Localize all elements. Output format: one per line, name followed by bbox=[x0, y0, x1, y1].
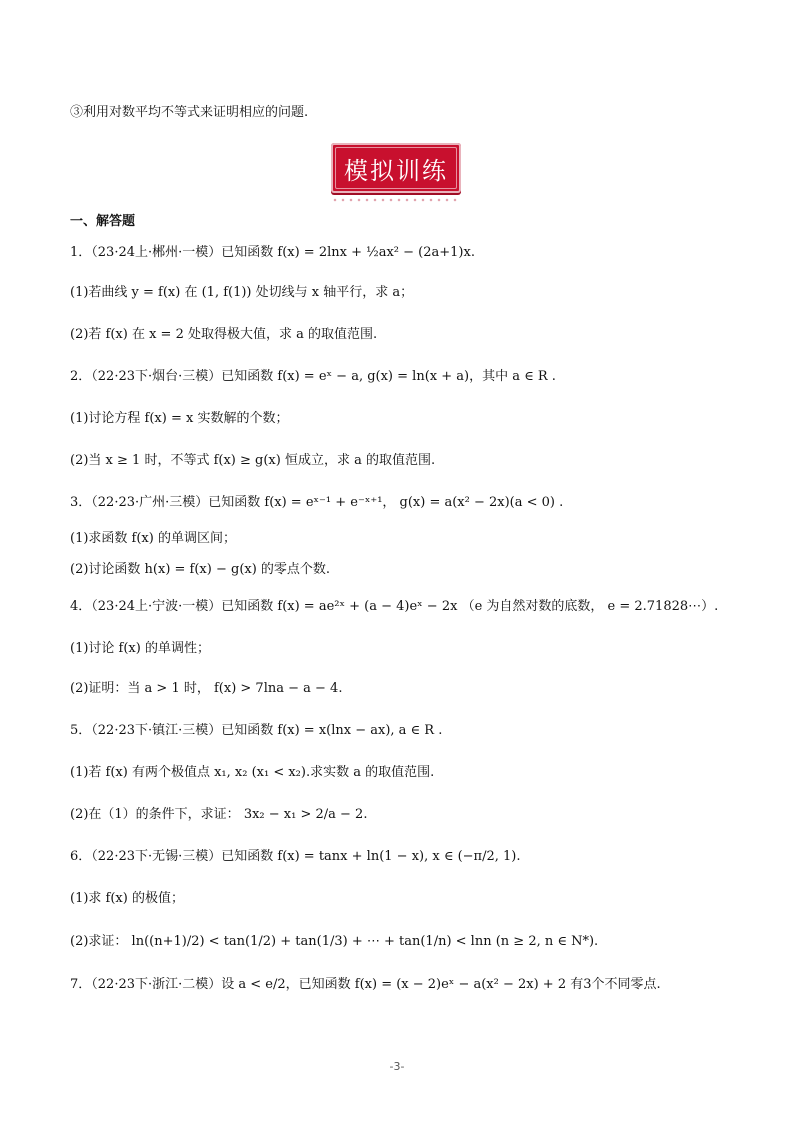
problem-5-stem: 5．（22·23下·镇江·三模）已知函数 f(x) = x(lnx − ax), a ∈ R . bbox=[70, 723, 443, 738]
problem-4-stem: 4．（23·24上·宁波·一模）已知函数 f(x) = ae²ˣ + (a − 4)eˣ − 2x （e 为自然对数的底数， e = 2.71828⋯）. bbox=[70, 599, 719, 614]
problem-5-part-2: (2)在（1）的条件下，求证： 3x₂ − x₁ > 2/a − 2. bbox=[70, 807, 368, 822]
section-heading: 一、解答题 bbox=[70, 214, 136, 229]
problem-3-part-2: (2)讨论函数 h(x) = f(x) − g(x) 的零点个数. bbox=[70, 562, 331, 577]
problem-2-part-1: (1)讨论方程 f(x) = x 实数解的个数； bbox=[70, 411, 289, 426]
problem-6-part-1: (1)求 f(x) 的极值； bbox=[70, 891, 184, 906]
problem-5-part-1: (1)若 f(x) 有两个极值点 x₁, x₂ (x₁ < x₂).求实数 a 的取值范围. bbox=[70, 765, 435, 780]
intro-text: ③利用对数平均不等式来证明相应的问题. bbox=[70, 105, 309, 120]
problem-2-stem: 2．（22·23下·烟台·三模）已知函数 f(x) = eˣ − a, g(x) = ln(x + a)，其中 a ∈ R . bbox=[70, 369, 556, 384]
page-number: -3- bbox=[389, 1060, 405, 1073]
problem-4-part-2: (2)证明：当 a > 1 时， f(x) > 7lna − a − 4. bbox=[70, 681, 343, 696]
problem-3-part-1: (1)求函数 f(x) 的单调区间； bbox=[70, 531, 236, 546]
problem-2-part-2: (2)当 x ≥ 1 时，不等式 f(x) ≥ g(x) 恒成立，求 a 的取值范围. bbox=[70, 453, 436, 468]
section-banner bbox=[331, 143, 461, 193]
problem-1-part-1: (1)若曲线 y = f(x) 在 (1, f(1)) 处切线与 x 轴平行，求 a； bbox=[70, 285, 414, 300]
banner-title: 模拟训练 bbox=[344, 156, 448, 185]
problem-1-stem: 1．（23·24上·郴州·一模）已知函数 f(x) = 2lnx + ½ax² − (2a+1)x. bbox=[70, 245, 475, 260]
problem-6-part-2: (2)求证： ln((n+1)/2) < tan(1/2) + tan(1/3) + ⋯ + tan(1/n) < lnn (n ≥ 2, n ∈ N*). bbox=[70, 934, 599, 949]
problem-1-part-2: (2)若 f(x) 在 x = 2 处取得极大值，求 a 的取值范围. bbox=[70, 327, 378, 342]
banner-decoration bbox=[331, 197, 461, 203]
problem-4-part-1: (1)讨论 f(x) 的单调性； bbox=[70, 641, 210, 656]
problem-6-stem: 6．（22·23下·无锡·三模）已知函数 f(x) = tanx + ln(1 − x), x ∈ (−π/2, 1). bbox=[70, 849, 521, 864]
problem-7-stem: 7．（22·23下·浙江·二模）设 a < e/2，已知函数 f(x) = (x − 2)eˣ − a(x² − 2x) + 2 有3个不同零点. bbox=[70, 977, 661, 992]
problem-3-stem: 3．（22·23·广州·三模）已知函数 f(x) = eˣ⁻¹ + e⁻ˣ⁺¹， g(x) = a(x² − 2x)(a < 0) . bbox=[70, 495, 564, 510]
